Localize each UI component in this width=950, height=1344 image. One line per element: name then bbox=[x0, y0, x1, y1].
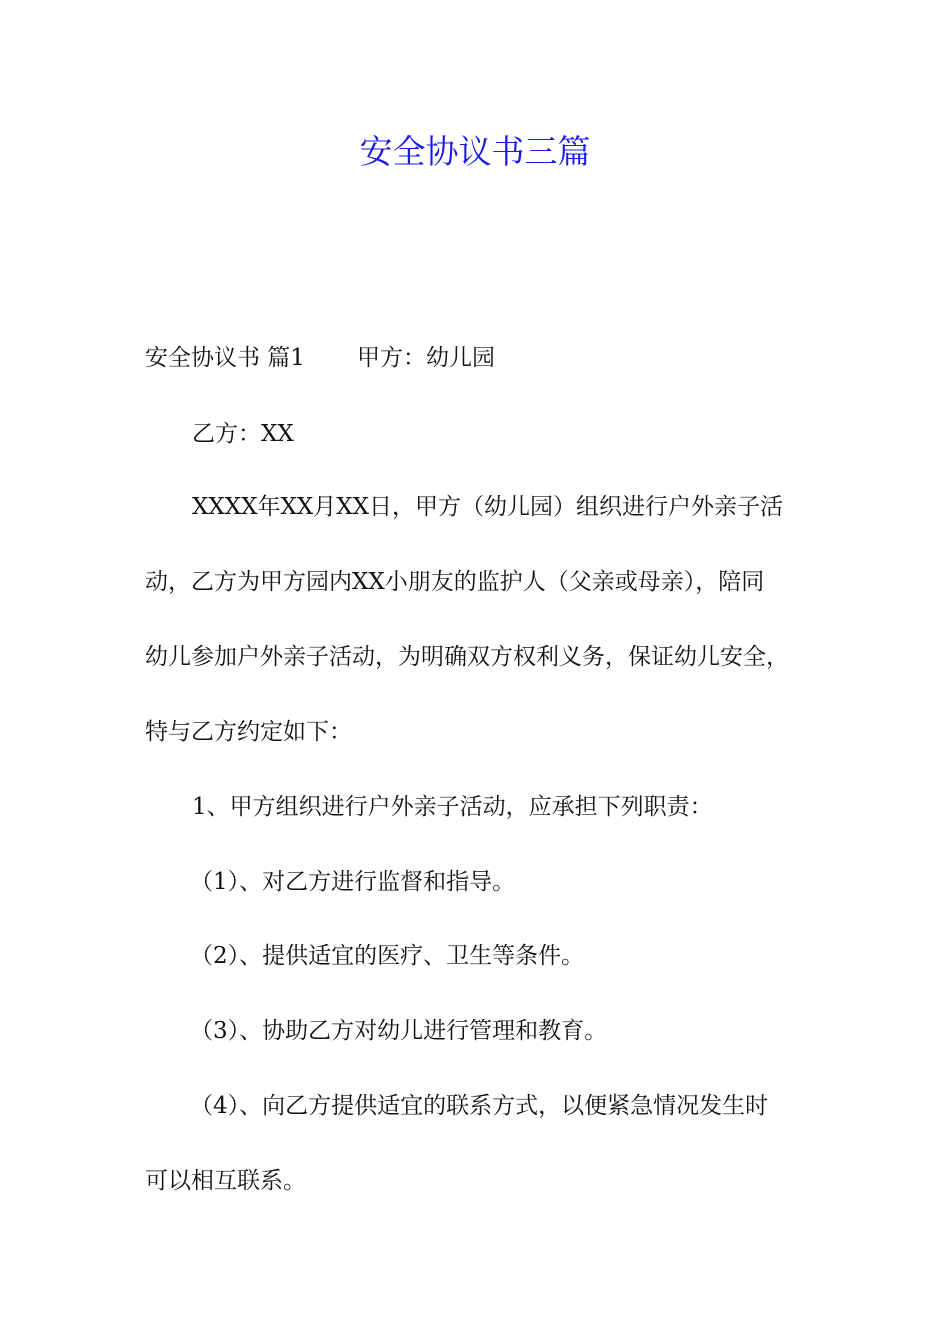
clause-1: 1、甲方组织进行户外亲子活动，应承担下列职责： bbox=[192, 794, 713, 820]
party-b: 乙方：XX bbox=[192, 421, 294, 447]
document-title: 安全协议书三篇 bbox=[359, 132, 591, 171]
list-item-4-line-2: 可以相互联系。 bbox=[145, 1168, 306, 1194]
paragraph-line-2: 动，乙方为甲方园内XX小朋友的监护人（父亲或母亲），陪同 bbox=[145, 569, 765, 595]
list-item: （1）、对乙方进行监督和指导。 bbox=[190, 869, 516, 895]
paragraph-line-3: 幼儿参加户外亲子活动，为明确双方权利义务，保证幼儿安全， bbox=[145, 644, 789, 670]
list-item-4-line-1: （4）、向乙方提供适宜的联系方式，以便紧急情况发生时 bbox=[190, 1093, 769, 1119]
paragraph-line-4: 特与乙方约定如下： bbox=[145, 719, 352, 745]
paragraph-line-1: XXXX年XX月XX日，甲方（幼儿园）组织进行户外亲子活 bbox=[192, 494, 783, 520]
party-a: 甲方：幼儿园 bbox=[356, 345, 495, 371]
list-item: （2）、提供适宜的医疗、卫生等条件。 bbox=[190, 943, 585, 969]
list-item: （3）、协助乙方对幼儿进行管理和教育。 bbox=[190, 1018, 608, 1044]
section-heading-line bbox=[145, 342, 835, 374]
section-heading: 安全协议书 篇1 bbox=[145, 345, 305, 371]
